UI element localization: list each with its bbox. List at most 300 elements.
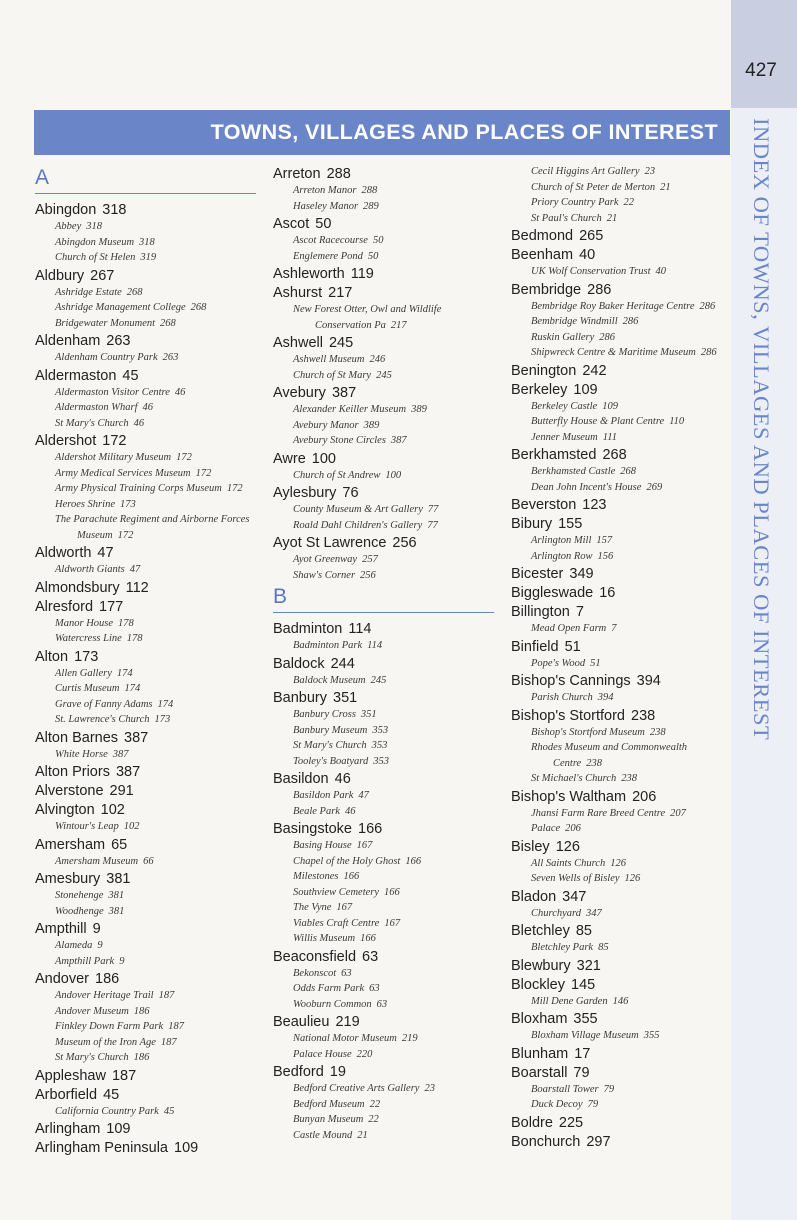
place-name: Beale Park	[293, 805, 340, 817]
place-entry	[35, 497, 260, 513]
section-heading	[273, 583, 498, 613]
town-name: Andover	[35, 971, 90, 987]
place-name: Palace	[531, 823, 561, 834]
town-entry	[35, 800, 260, 819]
town-name: Arborfield	[35, 1086, 98, 1103]
town-name: Berkhamsted	[511, 447, 597, 463]
town-page-number: 126	[555, 838, 580, 855]
place-entry	[35, 888, 260, 904]
place-entry	[273, 854, 498, 870]
place-entry	[511, 314, 729, 330]
town-entry	[511, 280, 729, 299]
place-page-number: 172	[176, 452, 192, 463]
place-page-number: 23	[424, 1083, 435, 1094]
town-name: Basingstoke	[273, 821, 352, 837]
town-name: Alton Priors	[35, 764, 110, 780]
side-title: INDEX OF TOWNS, VILLAGES AND PLACES OF INTEREST	[749, 118, 774, 741]
place-page-number: 63	[369, 983, 380, 994]
place-entry	[273, 966, 498, 982]
town-name: Berkeley	[511, 381, 568, 398]
place-name: Army Medical Services Museum	[55, 467, 191, 479]
index-entry	[35, 1085, 260, 1120]
town-entry	[35, 431, 260, 450]
place-page-number: 353	[371, 740, 388, 751]
place-entry	[35, 747, 260, 763]
place-page-number: 263	[162, 352, 179, 363]
town-name: Aldermaston	[35, 367, 117, 384]
place-page-number: 187	[160, 1036, 177, 1048]
index-entry	[511, 1044, 729, 1063]
town-name: Banbury	[273, 690, 328, 706]
town-entry	[35, 1066, 260, 1085]
place-name: Church of St Andrew	[293, 469, 381, 481]
place-name: Avebury Stone Circles	[293, 435, 386, 446]
town-entry	[273, 333, 498, 352]
index-entry	[511, 1113, 729, 1132]
place-entry	[273, 233, 498, 249]
town-entry	[35, 969, 260, 988]
town-entry	[511, 514, 729, 533]
town-entry	[511, 671, 729, 690]
index-entry	[511, 837, 729, 887]
place-entry	[273, 199, 498, 215]
index-entry	[511, 637, 729, 672]
index-entry	[511, 280, 729, 361]
place-name: Tooley's Boatyard	[293, 755, 369, 767]
town-page-number: 79	[573, 1064, 590, 1081]
place-name: Milestones	[293, 871, 339, 882]
place-name: Butterfly House & Plant Centre	[531, 416, 665, 427]
place-entry	[35, 350, 260, 366]
place-page-number: 172	[226, 483, 243, 494]
town-page-number: 263	[106, 333, 131, 349]
town-entry	[35, 762, 260, 781]
place-entry	[35, 616, 260, 632]
place-entry	[273, 402, 498, 418]
index-column-2	[273, 164, 498, 1143]
place-name: Bishop's Stortford Museum	[531, 726, 645, 738]
town-page-number: 286	[587, 281, 612, 298]
place-page-number: 146	[612, 995, 629, 1007]
town-entry	[35, 1119, 260, 1138]
town-name: Arlingham	[35, 1121, 101, 1137]
place-entry	[35, 1019, 260, 1035]
town-page-number: 155	[558, 516, 583, 532]
title-banner	[34, 110, 730, 155]
place-name: Shipwreck Centre & Maritime Museum	[531, 347, 696, 358]
town-entry	[35, 597, 260, 616]
place-name: Palace House	[293, 1048, 352, 1060]
town-page-number: 187	[111, 1067, 137, 1084]
town-name: Beaulieu	[273, 1014, 330, 1030]
place-page-number: 172	[117, 529, 134, 541]
town-entry	[35, 1085, 260, 1104]
town-entry	[511, 361, 729, 380]
town-page-number: 17	[574, 1045, 591, 1062]
town-entry	[35, 781, 260, 800]
place-name: Arlington Row	[531, 550, 593, 562]
place-name: Basing House	[293, 840, 352, 851]
place-page-number: 174	[124, 683, 141, 694]
town-entry	[511, 1132, 729, 1151]
place-page-number: 174	[157, 698, 174, 710]
place-page-number: 23	[644, 166, 656, 177]
place-name: Bedford Museum	[293, 1098, 365, 1110]
section-heading	[35, 164, 260, 194]
town-entry	[273, 1062, 498, 1081]
town-name: Ashurst	[273, 285, 323, 301]
town-page-number: 238	[631, 707, 656, 724]
place-name: St Mary's Church	[293, 740, 367, 751]
place-entry	[35, 219, 260, 235]
town-name: Appleshaw	[35, 1067, 106, 1084]
town-page-number: 321	[576, 957, 601, 974]
place-page-number: 111	[602, 431, 617, 443]
index-entry	[273, 654, 498, 689]
index-entry	[273, 283, 498, 333]
place-page-number: 50	[372, 235, 384, 246]
place-page-number: 166	[405, 855, 422, 867]
place-page-number: 85	[598, 942, 609, 953]
place-entry	[511, 871, 729, 887]
town-entry	[35, 1138, 260, 1157]
place-name: California Country Park	[55, 1105, 159, 1117]
town-page-number: 76	[342, 485, 359, 501]
town-page-number: 217	[328, 285, 353, 301]
place-page-number: 172	[195, 467, 212, 479]
place-entry	[273, 1047, 498, 1063]
town-name: Alverstone	[35, 783, 104, 799]
place-entry	[273, 352, 498, 368]
place-name: Ashwell Museum	[293, 354, 365, 365]
place-page-number: 245	[370, 674, 387, 686]
place-entry	[35, 712, 260, 728]
town-page-number: 40	[579, 247, 596, 263]
place-entry	[35, 481, 260, 497]
place-page-number: 220	[356, 1048, 373, 1060]
town-entry	[511, 1044, 729, 1063]
place-entry	[273, 869, 498, 885]
town-entry	[35, 266, 260, 285]
place-name: White Horse	[55, 748, 108, 760]
place-entry	[35, 250, 260, 266]
town-name: Bishop's Cannings	[511, 673, 631, 689]
place-name: National Motor Museum	[293, 1033, 397, 1044]
town-page-number: 244	[330, 655, 355, 672]
index-entry	[35, 647, 260, 728]
town-entry	[35, 919, 260, 938]
town-entry	[511, 445, 729, 464]
place-name: Mill Dene Garden	[531, 995, 608, 1007]
place-name: Seven Wells of Bisley	[531, 873, 620, 884]
place-entry	[35, 450, 260, 466]
place-name: Odds Farm Park	[293, 983, 365, 994]
place-entry	[511, 656, 729, 672]
place-entry	[273, 788, 498, 804]
town-name: Arlingham Peninsula	[35, 1140, 168, 1156]
place-name: Amersham Museum	[55, 855, 139, 867]
place-entry	[511, 740, 729, 771]
town-name: Aldenham	[35, 333, 101, 349]
place-entry	[273, 433, 498, 449]
town-name: Alton	[35, 648, 69, 665]
place-name: The Vyne	[293, 902, 332, 913]
town-page-number: 109	[573, 381, 598, 398]
place-page-number: 381	[108, 905, 125, 917]
town-name: Avebury	[273, 385, 326, 401]
place-page-number: 63	[341, 967, 352, 979]
index-column-1	[35, 164, 260, 1157]
town-name: Almondsbury	[35, 579, 120, 596]
town-page-number: 225	[558, 1114, 584, 1131]
town-name: Bonchurch	[511, 1133, 581, 1150]
town-name: Basildon	[273, 771, 329, 787]
town-name: Blunham	[511, 1045, 569, 1062]
town-name: Bibury	[511, 516, 553, 532]
place-page-number: 256	[360, 569, 376, 581]
town-page-number: 394	[636, 673, 661, 689]
town-name: Beaconsfield	[273, 948, 357, 965]
town-page-number: 291	[109, 783, 134, 799]
place-page-number: 174	[116, 667, 133, 679]
place-entry	[273, 673, 498, 689]
place-page-number: 268	[160, 317, 176, 329]
place-entry	[511, 806, 729, 822]
town-name: Amersham	[35, 836, 106, 853]
town-page-number: 109	[174, 1140, 199, 1156]
town-name: Beenham	[511, 247, 574, 263]
town-entry	[273, 383, 498, 402]
index-entry	[511, 887, 729, 922]
index-entry	[511, 1132, 729, 1151]
place-entry	[35, 300, 260, 316]
place-page-number: 109	[602, 400, 618, 412]
place-entry	[35, 235, 260, 251]
place-page-number: 77	[427, 519, 438, 531]
place-entry	[273, 900, 498, 916]
place-name: New Forest Otter, Owl and Wildlife Conservation Pa	[293, 304, 442, 331]
place-page-number: 286	[699, 300, 716, 312]
place-name: Willis Museum	[293, 933, 356, 944]
place-entry	[35, 666, 260, 682]
town-name: Abingdon	[35, 202, 97, 218]
place-name: Priory Country Park	[531, 197, 619, 208]
place-name: Ruskin Gallery	[531, 331, 595, 343]
index-entry	[511, 1063, 729, 1113]
place-name: Bembridge Windmill	[531, 316, 618, 327]
town-entry	[35, 331, 260, 350]
index-entry	[273, 383, 498, 449]
place-entry	[273, 1097, 498, 1113]
town-entry	[35, 578, 260, 597]
index-entry	[273, 264, 498, 283]
town-page-number: 387	[124, 729, 149, 746]
page-number: 427	[745, 60, 777, 81]
town-page-number: 381	[106, 871, 131, 887]
place-name: Bridgewater Monument	[55, 317, 156, 329]
town-name: Arreton	[273, 166, 321, 182]
place-entry	[511, 1028, 729, 1044]
place-name: Ayot Greenway	[293, 554, 358, 565]
place-entry	[273, 1081, 498, 1097]
index-entry	[35, 431, 260, 543]
town-page-number: 349	[569, 566, 594, 582]
town-page-number: 114	[348, 621, 372, 637]
index-entry	[511, 921, 729, 956]
town-page-number: 351	[333, 690, 358, 706]
place-page-number: 286	[622, 316, 639, 327]
town-page-number: 177	[99, 598, 124, 615]
town-name: Aldbury	[35, 267, 85, 284]
place-entry	[273, 738, 498, 754]
town-name: Aldworth	[35, 545, 92, 561]
town-page-number: 85	[575, 923, 592, 939]
place-name: Heroes Shrine	[55, 498, 115, 510]
place-entry	[273, 638, 498, 654]
place-entry	[511, 690, 729, 706]
town-entry	[511, 1113, 729, 1132]
town-name: Bishop's Stortford	[511, 707, 625, 724]
place-page-number: 21	[606, 212, 618, 224]
index-entry	[511, 1009, 729, 1044]
place-page-number: 387	[390, 435, 407, 446]
place-page-number: 7	[611, 623, 617, 634]
town-page-number: 318	[102, 202, 127, 218]
place-name: Cecil Higgins Art Gallery	[531, 166, 640, 177]
place-entry	[511, 414, 729, 430]
place-page-number: 166	[360, 933, 376, 944]
place-name: Shaw's Corner	[293, 569, 356, 581]
place-name: St Michael's Church	[531, 773, 617, 784]
place-name: Bletchley Park	[531, 942, 594, 953]
town-entry	[511, 564, 729, 583]
place-entry	[35, 954, 260, 970]
place-entry	[273, 916, 498, 932]
town-name: Bloxham	[511, 1011, 568, 1027]
place-entry	[511, 1082, 729, 1098]
place-entry	[511, 1097, 729, 1113]
town-name: Boldre	[511, 1114, 553, 1131]
place-entry	[273, 518, 498, 534]
place-page-number: 110	[669, 416, 685, 427]
town-name: Boarstall	[511, 1064, 568, 1081]
place-entry	[273, 1128, 498, 1144]
place-page-number: 157	[596, 535, 613, 546]
place-page-number: 102	[123, 821, 140, 832]
town-page-number: 51	[564, 638, 581, 655]
place-name: Andover Museum	[55, 1005, 129, 1017]
place-name: Banbury Museum	[293, 724, 368, 736]
index-entry	[273, 1012, 498, 1062]
place-page-number: 66	[143, 855, 154, 867]
place-name: Parish Church	[531, 692, 593, 703]
index-entry	[511, 956, 729, 975]
place-entry	[511, 211, 729, 227]
town-page-number: 268	[602, 447, 627, 463]
town-page-number: 19	[329, 1064, 346, 1080]
town-entry	[511, 1063, 729, 1082]
place-page-number: 355	[643, 1030, 660, 1041]
place-entry	[35, 400, 260, 416]
place-page-number: 387	[112, 748, 129, 760]
town-name: Ashwell	[273, 335, 323, 351]
town-entry	[511, 245, 729, 264]
place-entry	[35, 854, 260, 870]
town-entry	[511, 787, 729, 806]
place-page-number: 245	[376, 369, 392, 381]
place-page-number: 178	[118, 617, 134, 629]
town-page-number: 387	[331, 385, 357, 401]
index-entry	[511, 583, 729, 602]
town-name: Bicester	[511, 566, 564, 582]
place-name: Abbey	[55, 221, 82, 232]
town-entry	[273, 819, 498, 838]
place-page-number: 79	[587, 1099, 599, 1110]
town-entry	[273, 264, 498, 283]
town-page-number: 119	[350, 266, 374, 282]
town-page-number: 9	[92, 921, 101, 937]
town-page-number: 45	[122, 367, 139, 384]
place-page-number: 318	[86, 221, 102, 232]
index-entry	[511, 495, 729, 514]
index-entry	[511, 787, 729, 837]
place-name: Alexander Keiller Museum	[293, 404, 407, 415]
place-entry	[273, 1112, 498, 1128]
place-entry	[273, 723, 498, 739]
index-entry	[511, 671, 729, 706]
town-entry	[511, 975, 729, 994]
town-entry	[511, 956, 729, 975]
index-entry	[511, 245, 729, 280]
town-name: Baldock	[273, 655, 325, 672]
index-entry	[273, 214, 498, 264]
place-name: Stonehenge	[55, 890, 104, 901]
place-entry	[511, 345, 729, 361]
index-entry	[35, 331, 260, 366]
place-name: Watercress Line	[55, 633, 122, 644]
place-entry	[35, 988, 260, 1004]
section-letter: A	[35, 166, 50, 189]
place-page-number: 126	[610, 857, 627, 869]
place-name: Ascot Racecourse	[293, 235, 368, 246]
town-page-number: 46	[334, 771, 351, 787]
section-letter: B	[273, 585, 288, 608]
town-name: Billington	[511, 604, 570, 620]
place-name: Dean John Incent's House	[531, 481, 642, 493]
place-entry	[35, 697, 260, 713]
place-name: Church of St Peter de Merton	[531, 181, 656, 193]
place-page-number: 186	[133, 1052, 150, 1063]
place-page-number: 319	[140, 252, 157, 263]
town-entry	[273, 654, 498, 673]
place-entry	[273, 552, 498, 568]
index-column-3	[511, 164, 729, 1151]
town-page-number: 355	[573, 1011, 598, 1027]
town-page-number: 123	[582, 497, 607, 513]
town-page-number: 288	[326, 166, 351, 182]
place-page-number: 47	[129, 564, 141, 575]
place-name: Woodhenge	[55, 905, 104, 917]
town-page-number: 172	[102, 433, 127, 449]
place-page-number: 9	[97, 940, 103, 951]
place-page-number: 187	[158, 990, 175, 1001]
town-entry	[511, 706, 729, 725]
place-name: Avebury Manor	[293, 419, 359, 431]
place-entry	[35, 1050, 260, 1066]
index-entry	[35, 266, 260, 332]
place-page-number: 268	[126, 286, 143, 298]
place-entry	[511, 994, 729, 1010]
